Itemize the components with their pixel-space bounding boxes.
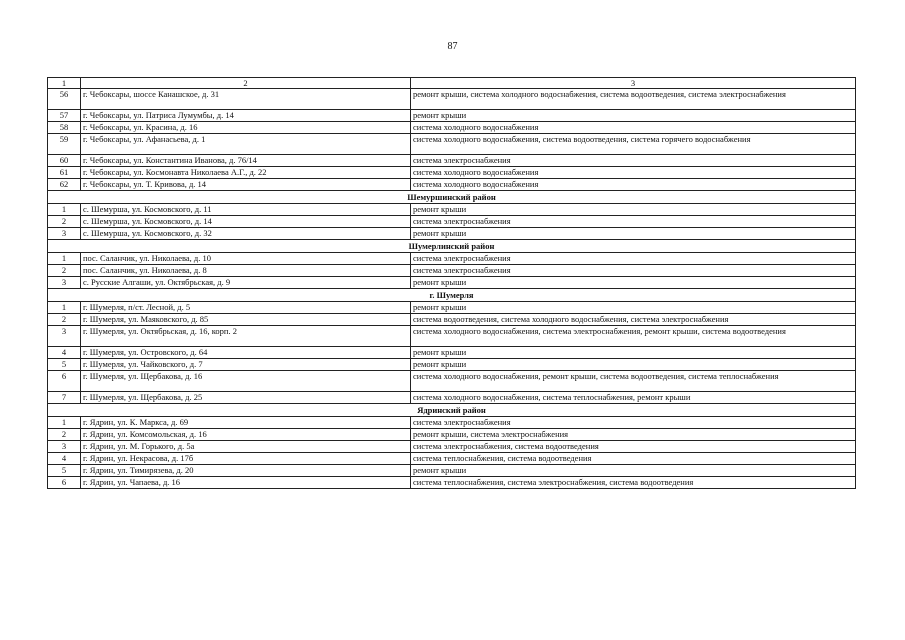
row-address: с. Шемурша, ул. Космовского, д. 14: [81, 216, 411, 228]
row-address: г. Чебоксары, шоссе Канашское, д. 31: [81, 89, 411, 110]
header-col-1: 1: [48, 78, 81, 89]
row-address: г. Чебоксары, ул. Патриса Лумумбы, д. 14: [81, 110, 411, 122]
row-number: 56: [48, 89, 81, 110]
row-number: 58: [48, 122, 81, 134]
row-work-type: система теплоснабжения, система электроснабжения, система водоотведения: [411, 477, 856, 489]
row-number: 1: [48, 204, 81, 216]
works-table: [47, 77, 856, 489]
table-row: [48, 89, 856, 110]
row-number: 3: [48, 277, 81, 289]
table-row: [48, 204, 856, 216]
row-number: 1: [48, 302, 81, 314]
row-work-type: система электроснабжения: [411, 417, 856, 429]
section-title: г. Шумерля: [48, 289, 856, 302]
row-number: 7: [48, 392, 81, 404]
row-number: 5: [48, 359, 81, 371]
table-row: [48, 465, 856, 477]
row-work-type: ремонт крыши: [411, 465, 856, 477]
row-number: 2: [48, 429, 81, 441]
table-row: [48, 302, 856, 314]
row-number: 4: [48, 453, 81, 465]
row-number: 62: [48, 179, 81, 191]
row-address: с. Шемурша, ул. Космовского, д. 11: [81, 204, 411, 216]
row-work-type: система водоотведения, система холодного водоснабжения, система электроснабжения: [411, 314, 856, 326]
row-address: г. Шумерля, ул. Щербакова, д. 25: [81, 392, 411, 404]
row-address: г. Чебоксары, ул. Афанасьева, д. 1: [81, 134, 411, 155]
table-row: [48, 359, 856, 371]
row-work-type: ремонт крыши: [411, 302, 856, 314]
row-work-type: система электроснабжения, система водоотведения: [411, 441, 856, 453]
row-work-type: система холодного водоснабжения: [411, 179, 856, 191]
row-number: 2: [48, 265, 81, 277]
row-work-type: ремонт крыши: [411, 359, 856, 371]
table-row: [48, 347, 856, 359]
row-number: 3: [48, 228, 81, 240]
row-address: г. Шумерля, п/ст. Лесной, д. 5: [81, 302, 411, 314]
works-table-body: [48, 78, 856, 489]
row-address: г. Ядрин, ул. Чапаева, д. 16: [81, 477, 411, 489]
row-work-type: система электроснабжения: [411, 216, 856, 228]
table-row: [48, 134, 856, 155]
table-row: [48, 371, 856, 392]
section-header-row: [48, 191, 856, 204]
row-address: г. Шумерля, ул. Щербакова, д. 16: [81, 371, 411, 392]
row-work-type: ремонт крыши: [411, 204, 856, 216]
table-row: [48, 167, 856, 179]
table-row: [48, 429, 856, 441]
row-work-type: система холодного водоснабжения, ремонт крыши, система водоотведения, система теплоснабжения: [411, 371, 856, 392]
table-row: [48, 477, 856, 489]
row-work-type: ремонт крыши, система электроснабжения: [411, 429, 856, 441]
header-col-2: 2: [81, 78, 411, 89]
row-address: пос. Саланчик, ул. Николаева, д. 8: [81, 265, 411, 277]
section-title: Ядринский район: [48, 404, 856, 417]
header-col-3: 3: [411, 78, 856, 89]
row-number: 6: [48, 477, 81, 489]
table-row: [48, 179, 856, 191]
table-row: [48, 326, 856, 347]
section-header-row: [48, 240, 856, 253]
row-number: 1: [48, 417, 81, 429]
table-row: [48, 216, 856, 228]
row-work-type: ремонт крыши: [411, 110, 856, 122]
row-address: г. Чебоксары, ул. Т. Кривова, д. 14: [81, 179, 411, 191]
row-work-type: система холодного водоснабжения: [411, 122, 856, 134]
section-header-row: [48, 404, 856, 417]
row-work-type: система электроснабжения: [411, 155, 856, 167]
row-address: г. Ядрин, ул. Тимирязева, д. 20: [81, 465, 411, 477]
table-row: [48, 441, 856, 453]
row-number: 60: [48, 155, 81, 167]
table-row: [48, 417, 856, 429]
table-row: [48, 265, 856, 277]
row-address: г. Шумерля, ул. Островского, д. 64: [81, 347, 411, 359]
row-address: г. Шумерля, ул. Чайковского, д. 7: [81, 359, 411, 371]
table-row: [48, 155, 856, 167]
row-number: 4: [48, 347, 81, 359]
row-number: 2: [48, 314, 81, 326]
section-header-row: [48, 289, 856, 302]
section-title: Шемуршинский район: [48, 191, 856, 204]
table-row: [48, 314, 856, 326]
row-address: г. Чебоксары, ул. Красина, д. 16: [81, 122, 411, 134]
row-work-type: система холодного водоснабжения, система теплоснабжения, ремонт крыши: [411, 392, 856, 404]
row-work-type: система электроснабжения: [411, 253, 856, 265]
row-address: пос. Саланчик, ул. Николаева, д. 10: [81, 253, 411, 265]
row-address: г. Ядрин, ул. Комсомольская, д. 16: [81, 429, 411, 441]
table-row: [48, 277, 856, 289]
row-work-type: система холодного водоснабжения, система водоотведения, система горячего водоснабжения: [411, 134, 856, 155]
row-number: 2: [48, 216, 81, 228]
table-row: [48, 110, 856, 122]
section-title: Шумерлинский район: [48, 240, 856, 253]
row-number: 3: [48, 441, 81, 453]
row-work-type: ремонт крыши: [411, 228, 856, 240]
row-address: г. Ядрин, ул. М. Горького, д. 5а: [81, 441, 411, 453]
row-address: г. Шумерля, ул. Октябрьская, д. 16, корп. 2: [81, 326, 411, 347]
row-address: г. Шумерля, ул. Маяковского, д. 85: [81, 314, 411, 326]
row-work-type: система электроснабжения: [411, 265, 856, 277]
table-row: [48, 453, 856, 465]
table-header-row: [48, 78, 856, 89]
row-work-type: система теплоснабжения, система водоотведения: [411, 453, 856, 465]
row-work-type: система холодного водоснабжения: [411, 167, 856, 179]
row-address: г. Ядрин, ул. Некрасова, д. 17б: [81, 453, 411, 465]
row-number: 59: [48, 134, 81, 155]
row-address: с. Русские Алгаши, ул. Октябрьская, д. 9: [81, 277, 411, 289]
table-row: [48, 228, 856, 240]
row-address: г. Ядрин, ул. К. Маркса, д. 69: [81, 417, 411, 429]
row-number: 61: [48, 167, 81, 179]
row-work-type: ремонт крыши: [411, 347, 856, 359]
row-number: 6: [48, 371, 81, 392]
row-work-type: ремонт крыши: [411, 277, 856, 289]
row-work-type: система холодного водоснабжения, система электроснабжения, ремонт крыши, система водоотведения: [411, 326, 856, 347]
row-address: г. Чебоксары, ул. Космонавта Николаева А.Г., д. 22: [81, 167, 411, 179]
row-number: 5: [48, 465, 81, 477]
table-row: [48, 392, 856, 404]
row-number: 3: [48, 326, 81, 347]
row-address: с. Шемурша, ул. Космовского, д. 32: [81, 228, 411, 240]
row-number: 57: [48, 110, 81, 122]
row-work-type: ремонт крыши, система холодного водоснабжения, система водоотведения, система электроснабжения: [411, 89, 856, 110]
row-number: 1: [48, 253, 81, 265]
row-address: г. Чебоксары, ул. Константина Иванова, д. 76/14: [81, 155, 411, 167]
page-number: 87: [447, 41, 458, 52]
table-row: [48, 122, 856, 134]
table-row: [48, 253, 856, 265]
